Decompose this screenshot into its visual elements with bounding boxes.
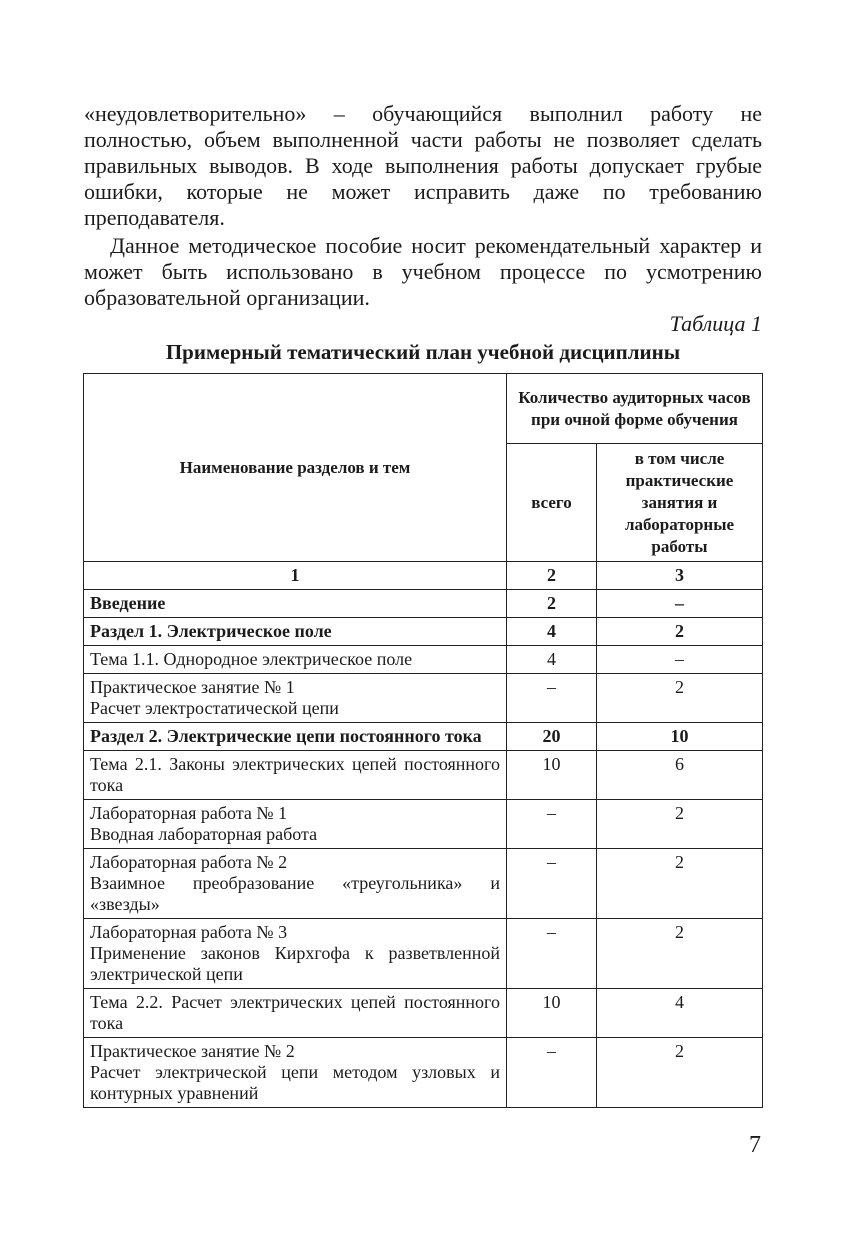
- row-total-hours: 4: [507, 618, 597, 646]
- row-title-line: Тема 2.2. Расчет электрических цепей постоянного тока: [90, 992, 500, 1033]
- table-row: [84, 618, 763, 646]
- thematic-plan-table: [83, 373, 763, 1108]
- table-row: [84, 723, 763, 751]
- paragraph-recommendation: Данное методическое пособие носит рекомендательный характер и может быть использовано в учебном процессе по усмотрению образовательной организации.: [84, 233, 762, 310]
- row-title-line: Расчет электрической цепи методом узловых и контурных уравнений: [90, 1062, 500, 1103]
- row-practice-hours: –: [597, 646, 763, 674]
- row-total-hours: 20: [507, 723, 597, 751]
- header-total: всего: [507, 444, 597, 562]
- row-practice-hours: 6: [597, 751, 763, 800]
- row-title-line: Раздел 2. Электрические цепи постоянного тока: [90, 726, 482, 746]
- row-total-hours: –: [507, 1038, 597, 1108]
- header-hours-group: Количество аудиторных часов при очной форме обучения: [507, 374, 763, 444]
- header-section-name: Наименование разделов и тем: [84, 374, 507, 562]
- row-title: [84, 989, 507, 1038]
- row-total-hours: –: [507, 849, 597, 919]
- column-number: 2: [507, 562, 597, 590]
- table-row: [84, 1038, 763, 1108]
- row-title-line: Лабораторная работа № 2: [90, 852, 288, 872]
- row-practice-hours: –: [597, 590, 763, 618]
- row-title: [84, 1038, 507, 1108]
- table-row: [84, 800, 763, 849]
- row-total-hours: 10: [507, 751, 597, 800]
- row-total-hours: –: [507, 919, 597, 989]
- column-number: 1: [84, 562, 507, 590]
- table-row: [84, 590, 763, 618]
- table-caption: Таблица 1: [669, 311, 762, 336]
- row-title-line: Раздел 1. Электрическое поле: [90, 621, 332, 641]
- row-title: [84, 751, 507, 800]
- row-practice-hours: 2: [597, 800, 763, 849]
- table-row: [84, 989, 763, 1038]
- row-title-line: Применение законов Кирхгофа к разветвленной электрической цепи: [90, 943, 500, 984]
- row-practice-hours: 2: [597, 674, 763, 723]
- column-number-row: [84, 562, 763, 590]
- row-practice-hours: 2: [597, 849, 763, 919]
- row-total-hours: 4: [507, 646, 597, 674]
- table-row: [84, 919, 763, 989]
- row-title-line: Вводная лабораторная работа: [90, 824, 318, 844]
- row-title-line: Тема 1.1. Однородное электрическое поле: [90, 649, 413, 669]
- column-number: 3: [597, 562, 763, 590]
- table-row: [84, 849, 763, 919]
- row-total-hours: 10: [507, 989, 597, 1038]
- row-title-line: Практическое занятие № 1: [90, 677, 295, 697]
- row-practice-hours: 4: [597, 989, 763, 1038]
- paragraph-grading: «неудовлетворительно» – обучающийся выполнил работу не полностью, объем выполненной части работы не позволяет сделать правильных выводов. В ходе выполнения работы допускает грубые ошибки, которые не может исправить даже по требованию преподавателя.: [84, 101, 762, 230]
- table-row: [84, 674, 763, 723]
- row-practice-hours: 2: [597, 1038, 763, 1108]
- row-title: [84, 590, 507, 618]
- row-title: [84, 618, 507, 646]
- row-title-line: Лабораторная работа № 3: [90, 922, 288, 942]
- row-total-hours: –: [507, 674, 597, 723]
- row-practice-hours: 2: [597, 618, 763, 646]
- row-title-line: Введение: [90, 593, 166, 613]
- table-body: [84, 590, 763, 1108]
- row-title-line: Тема 2.1. Законы электрических цепей постоянного тока: [90, 754, 500, 795]
- row-title-line: Расчет электростатической цепи: [90, 698, 339, 718]
- table-row: [84, 751, 763, 800]
- row-title-line: Лабораторная работа № 1: [90, 803, 288, 823]
- row-total-hours: –: [507, 800, 597, 849]
- table-row: [84, 646, 763, 674]
- row-practice-hours: 2: [597, 919, 763, 989]
- table-title: Примерный тематический план учебной дисциплины: [165, 340, 681, 364]
- page-number: 7: [749, 1132, 761, 1158]
- row-title-line: Взаимное преобразование «треугольника» и «звезды»: [90, 873, 500, 914]
- row-title: [84, 800, 507, 849]
- row-title-line: Практическое занятие № 2: [90, 1041, 295, 1061]
- row-title: [84, 646, 507, 674]
- row-total-hours: 2: [507, 590, 597, 618]
- row-title: [84, 674, 507, 723]
- row-title: [84, 919, 507, 989]
- header-practice: в том числе практические занятия и лабораторные работы: [597, 444, 763, 562]
- row-practice-hours: 10: [597, 723, 763, 751]
- row-title: [84, 849, 507, 919]
- row-title: [84, 723, 507, 751]
